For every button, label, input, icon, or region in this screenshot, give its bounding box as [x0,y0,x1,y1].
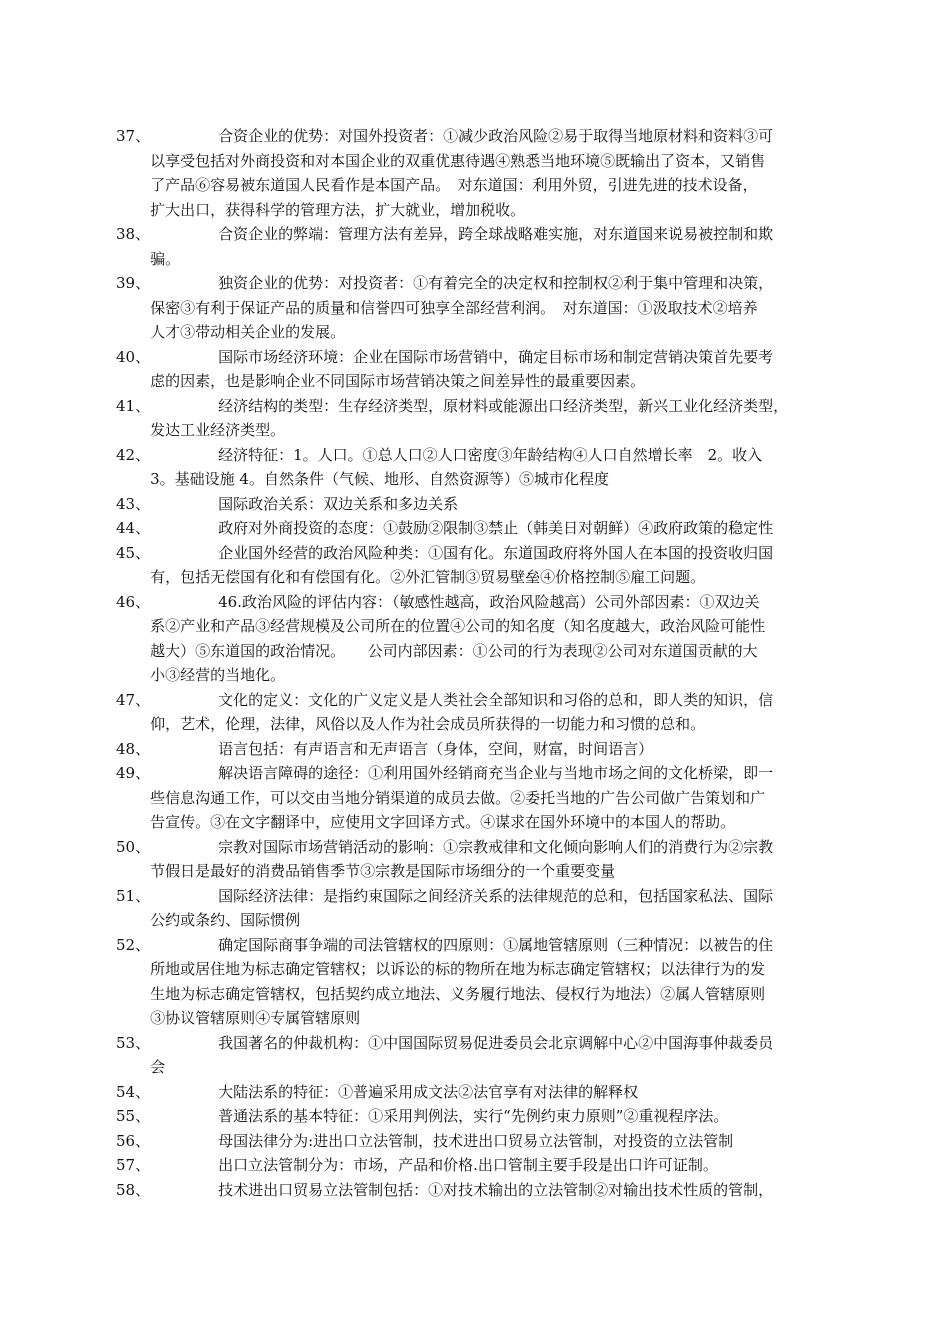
item-number: 57、 [116,1156,151,1174]
item-text [150,492,838,517]
text-line: 普通法系的基本特征：①采用判例法，实行“先例约束力原则”②重视程序法。 [218,1107,729,1125]
text-line: 母国法律分为:进出口立法管制，技术进出口贸易立法管制，对投资的立法管制 [218,1131,734,1150]
item-text [150,761,838,835]
text-line: 了产品⑥容易被东道国人民看作是本国产品。 对东道国：利用外贸，引进先进的技术设备， [150,176,758,194]
list-item [116,443,838,492]
text-line: 发达工业经济类型。 [150,421,286,439]
text-line: 国际政治关系：双边关系和多边关系 [218,494,459,513]
text-line: 国际市场经济环境：企业在国际市场营销中，确定目标市场和制定营销决策首先要考 [218,347,774,366]
list-item [116,271,838,345]
text-line: 越大）⑤东道国的政治情况。 公司内部因素：①公司的行为表现②公司对东道国贡献的大 [150,641,758,660]
item-text [150,222,838,271]
text-line: 独资企业的优势：对投资者：①有着完全的决定权和控制权②利于集中管理和决策， [218,274,774,292]
item-text [150,1031,838,1080]
list-item [116,222,838,271]
text-line: ③协议管辖原则④专属管辖原则 [150,1009,361,1027]
item-number: 46、 [116,592,151,611]
item-text [150,835,838,884]
item-number: 43、 [116,494,151,513]
list-item [116,1104,838,1129]
item-number: 55、 [116,1107,151,1125]
text-line: 小③经营的当地化。 [150,666,286,684]
list-item [116,1031,838,1080]
item-number: 47、 [116,690,151,709]
item-text [150,1129,838,1154]
list-item [116,1178,838,1203]
item-text [150,1080,838,1105]
item-text [150,345,838,394]
text-line: 合资企业的优势：对国外投资者：①减少政治风险②易于取得当地原材料和资料③可 [218,127,774,145]
item-number: 48、 [116,739,151,758]
item-number: 38、 [116,225,151,243]
text-line: 有，包括无偿国有化和有偿国有化。②外汇管制③贸易壁垒④价格控制⑤雇工问题。 [150,568,706,586]
text-line: 大陆法系的特征：①普遍采用成文法②法官享有对法律的解释权 [218,1082,639,1101]
item-number: 37、 [116,127,151,145]
item-text [150,737,838,762]
text-line: 骗。 [150,249,181,268]
item-text [150,884,838,933]
list-item [116,884,838,933]
item-text [150,688,838,737]
item-text [150,124,838,222]
text-line: 经济结构的类型：生存经济类型，原材料或能源出口经济类型，新兴工业化经济类型， [218,396,789,415]
item-number: 44、 [116,519,151,537]
item-number: 41、 [116,396,151,415]
text-line: 解决语言障碍的途径：①利用国外经销商充当企业与当地市场之间的文化桥梁，即一 [218,764,774,782]
item-text [150,1104,838,1129]
list-item [116,492,838,517]
item-text [150,271,838,345]
item-text [150,541,838,590]
text-line: 宗教对国际市场营销活动的影响：①宗教戒律和文化倾向影响人们的消费行为②宗教 [218,837,774,856]
text-line: 国际经济法律：是指约束国际之间经济关系的法律规范的总和，包括国家私法、国际 [218,886,774,905]
item-number: 50、 [116,837,151,856]
list-item [116,688,838,737]
list-item [116,835,838,884]
text-line: 扩大出口，获得科学的管理方法，扩大就业，增加税收。 [150,200,526,219]
item-number: 45、 [116,543,151,562]
text-line: 经济特征：1。人口。①总人口②人口密度③年龄结构④人口自然增长率 2。收入 [218,445,763,464]
item-number: 56、 [116,1131,151,1150]
list-item [116,541,838,590]
text-line: 人才③带动相关企业的发展。 [150,323,346,341]
text-line: 会 [150,1058,166,1076]
list-item [116,590,838,688]
text-line: 确定国际商事争端的司法管辖权的四原则：①属地管辖原则（三种情况：以被告的住 [218,935,774,954]
item-number: 39、 [116,274,151,292]
text-line: 仰，艺术，伦理，法律，风俗以及人作为社会成员所获得的一切能力和习惯的总和。 [150,715,706,733]
document-body [116,124,838,1202]
text-line: 3。基础设施 4。自然条件（气候、地形、自然资源等）⑤城市化程度 [150,470,609,488]
text-line: 节假日是最好的消费品销售季节③宗教是国际市场细分的一个重要变量 [150,862,616,880]
list-item [116,1129,838,1154]
item-number: 42、 [116,445,151,464]
list-item [116,394,838,443]
text-line: 我国著名的仲裁机构：①中国国际贸易促进委员会北京调解中心②中国海事仲裁委员 [218,1033,774,1052]
item-number: 52、 [116,935,151,954]
text-line: 保密③有利于保证产品的质量和信誉四可独享全部经营利润。 对东道国：①汲取技术②培养 [150,298,758,317]
item-text [150,933,838,1031]
item-number: 49、 [116,764,151,782]
text-line: 生地为标志确定管辖权，包括契约成立地法、义务履行地法、侵权行为地法）②属人管辖原则 [150,984,766,1003]
text-line: 合资企业的弊端：管理方法有差异，跨全球战略难实施，对东道国来说易被控制和欺 [218,225,774,243]
item-text [150,394,838,443]
item-text [150,1178,838,1203]
list-item [116,761,838,835]
text-line: 企业国外经营的政治风险种类：①国有化。东道国政府将外国人在本国的投资收归国 [218,543,774,562]
list-item [116,933,838,1031]
text-line: 46.政治风险的评估内容：（敏感性越高，政治风险越高）公司外部因素：①双边关 [218,592,760,611]
list-item [116,345,838,394]
text-line: 系②产业和产品③经营规模及公司所在的位置④公司的知名度（知名度越大，政治风险可能性 [150,617,766,635]
text-line: 些信息沟通工作，可以交由当地分销渠道的成员去做。②委托当地的广告公司做广告策划和广 [150,788,766,807]
list-item [116,1080,838,1105]
list-item [116,1153,838,1178]
text-line: 语言包括：有声语言和无声语言（身体，空间，财富，时间语言） [218,739,654,758]
item-text [150,590,838,688]
item-text [150,1153,838,1178]
text-line: 技术进出口贸易立法管制包括：①对技术输出的立法管制②对输出技术性质的管制， [218,1180,774,1199]
item-number: 54、 [116,1082,151,1101]
list-item [116,124,838,222]
item-number: 58、 [116,1180,151,1199]
item-number: 53、 [116,1033,151,1052]
text-line: 告宣传。③在文字翻译中，应使用文字回译方式。④谋求在国外环境中的本国人的帮助。 [150,813,736,831]
text-line: 公约或条约、国际惯例 [150,911,301,929]
list-item [116,516,838,541]
item-number: 51、 [116,886,151,905]
text-line: 出口立法管制分为：市场，产品和价格.出口管制主要手段是出口许可证制。 [218,1156,718,1174]
list-item [116,737,838,762]
text-line: 虑的因素，也是影响企业不同国际市场营销决策之间差异性的最重要因素。 [150,372,646,390]
text-line: 文化的定义：文化的广义定义是人类社会全部知识和习俗的总和，即人类的知识，信 [218,690,774,709]
text-line: 政府对外商投资的态度：①鼓励②限制③禁止（韩美日对朝鲜）④政府政策的稳定性 [218,519,774,537]
text-line: 所地或居住地为标志确定管辖权；以诉讼的标的物所在地为标志确定管辖权；以法律行为的发 [150,960,766,978]
item-text [150,443,838,492]
item-number: 40、 [116,347,151,366]
text-line: 以享受包括对外商投资和对本国企业的双重优惠待遇④熟悉当地环境⑤既输出了资本，又销售 [150,151,766,170]
item-text [150,516,838,541]
